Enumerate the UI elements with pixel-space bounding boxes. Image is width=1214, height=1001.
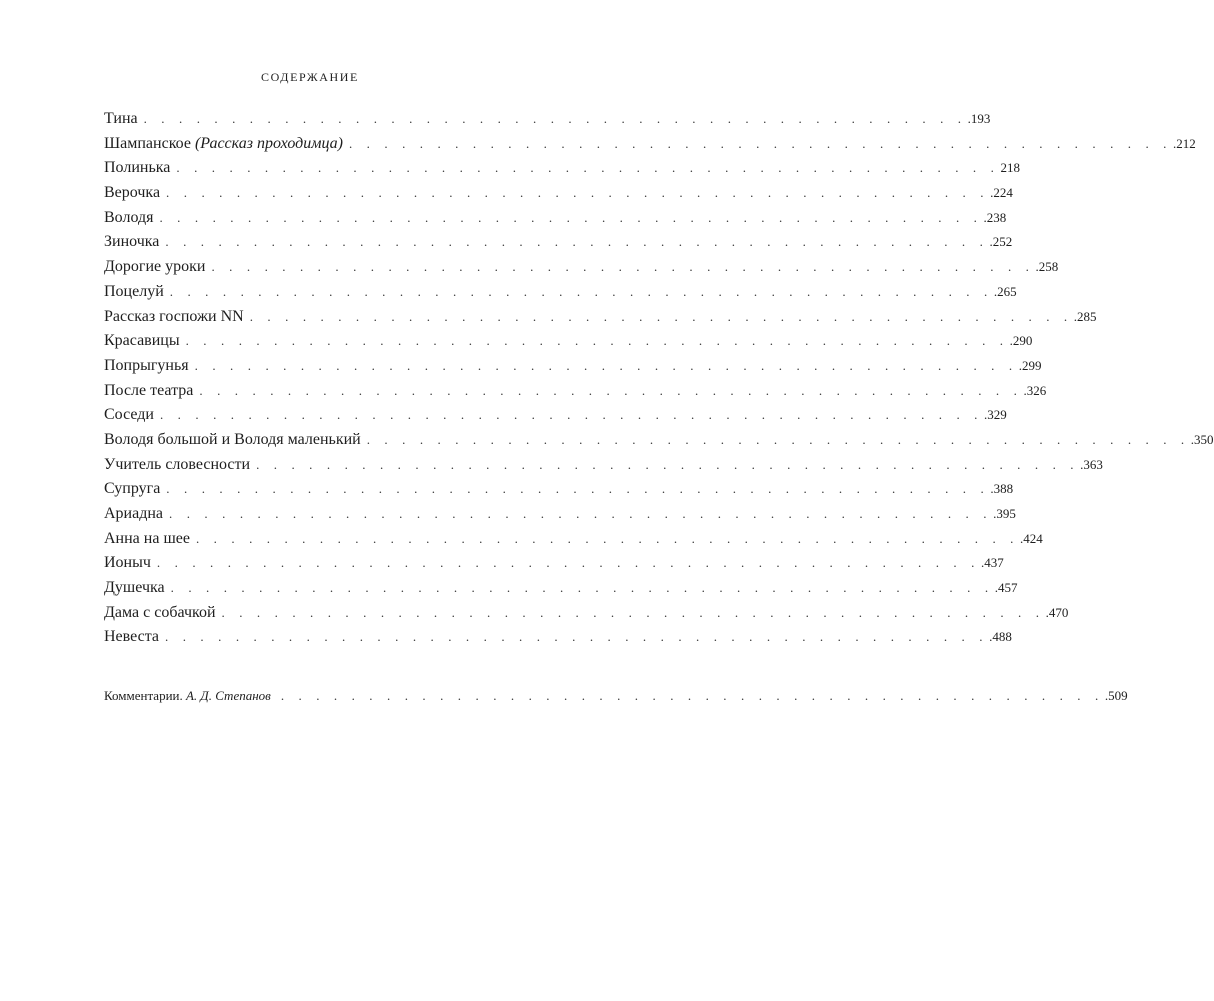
toc-entry	[104, 477, 1014, 502]
page-title: СОДЕРЖАНИЕ	[261, 70, 359, 84]
toc-entry	[104, 527, 1043, 552]
toc-entry	[104, 181, 1013, 206]
entry-subtitle: (Рассказ проходимца)	[194, 134, 343, 152]
entry-title: Шампанское (Рассказ проходимца)	[104, 134, 343, 152]
entry-title: Красавицы	[104, 332, 180, 350]
dot-leader: . . . . . . . . . . . . . . . . . . . . . . . . . . . . . . . . . . . . . . . . . . . . . . .	[194, 357, 1018, 373]
entry-title: Супруга	[104, 480, 161, 498]
toc-entry	[104, 576, 1018, 601]
entry-title: Дама с собачкой	[104, 603, 216, 621]
entry-page: .238	[983, 209, 1007, 225]
commentary-title: Комментарии. А. Д. Степанов	[104, 688, 271, 703]
entry-title: Тина	[104, 110, 138, 127]
dot-leader: . . . . . . . . . . . . . . . . . . . . . . . . . . . . . . . . . . . . . . . . . . . . . . .	[170, 580, 994, 596]
dot-leader: . . . . . . . . . . . . . . . . . . . . . . . . . . . . . . . . . . . . . . . . . . . . . . .	[366, 431, 1190, 447]
entry-title: Учитель словесности	[104, 455, 251, 473]
entry-page: .488	[989, 629, 1012, 645]
entry-title: Ариадна	[104, 505, 164, 522]
entry-title: Невеста	[104, 628, 160, 646]
entry-page: .265	[993, 283, 1017, 299]
toc-entry	[104, 601, 1069, 626]
dot-leader: . . . . . . . . . . . . . . . . . . . . . . . . . . . . . . . . . . . . . . . . . . . . . . .	[165, 629, 989, 645]
entry-title: Ионыч	[104, 554, 151, 572]
dot-leader: . . . . . . . . . . . . . . . . . . . . . . . . . . . . . . . . . . . . . . . . . . . . . . .	[221, 604, 1045, 620]
dot-leader: . . . . . . . . . . . . . . . . . . . . . . . . . . . . . . . . . . . . . . . . . . . . . . .	[280, 688, 1104, 703]
entry-page: .252	[989, 234, 1013, 250]
toc-entry	[104, 403, 1007, 428]
dot-leader: . . . . . . . . . . . . . . . . . . . . . . . . . . . . . . . . . . . . . . . . . . . . . . .	[348, 135, 1173, 151]
toc-entry	[104, 379, 1047, 404]
entry-title: Верочка	[104, 184, 161, 202]
toc-entry	[104, 132, 1196, 157]
entry-title: Зиночка	[104, 233, 160, 251]
entry-page: 218	[1000, 160, 1020, 176]
dot-leader: . . . . . . . . . . . . . . . . . . . . . . . . . . . . . . . . . . . . . . . . . . . . . . .	[165, 234, 989, 250]
toc-entry	[104, 230, 1013, 255]
table-of-contents	[104, 107, 1214, 650]
dot-leader: . . . . . . . . . . . . . . . . . . . . . . . . . . . . . . . . . . . . . . . . . . . . . . .	[256, 456, 1080, 472]
entry-title: Анна на шее	[104, 529, 190, 547]
toc-entry	[104, 502, 1016, 527]
dot-leader: . . . . . . . . . . . . . . . . . . . . . . . . . . . . . . . . . . . . . . . . . . . . . . .	[166, 481, 990, 497]
entry-page: .299	[1018, 357, 1042, 373]
dot-leader: . . . . . . . . . . . . . . . . . . . . . . . . . . . . . . . . . . . . . . . . . . . . . . .	[211, 259, 1035, 275]
entry-title: Дорогие уроки	[104, 258, 206, 276]
entry-title: Полинька	[104, 159, 171, 177]
toc-entry	[104, 329, 1033, 354]
dot-leader: . . . . . . . . . . . . . . . . . . . . . . . . . . . . . . . . . . . . . . . . . . . . . . .	[169, 506, 993, 521]
dot-leader: . . . . . . . . . . . . . . . . . . . . . . . . . . . . . . . . . . . . . . . . . . . . . . .	[169, 283, 993, 299]
entry-page: .326	[1023, 382, 1047, 398]
entry-title: После театра	[104, 381, 194, 399]
commentary-page: .509	[1104, 688, 1128, 703]
dot-leader: . . . . . . . . . . . . . . . . . . . . . . . . . . . . . . . . . . . . . . . . . . . . . . .	[166, 185, 990, 201]
toc-entry	[104, 551, 1004, 576]
entry-title: Поцелуй	[104, 282, 164, 300]
dot-leader: . . . . . . . . . . . . . . . . . . . . . . . . . . . . . . . . . . . . . . . . . . . . . . .	[156, 555, 980, 571]
dot-leader: . . . . . . . . . . . . . . . . . . . . . . . . . . . . . . . . . . . . . . . . . . . . . . .	[176, 160, 1000, 176]
commentary-author: А. Д. Степанов	[185, 688, 271, 703]
toc-entry	[104, 305, 1097, 330]
entry-page: .424	[1020, 530, 1043, 546]
entry-page: .457	[994, 580, 1018, 596]
toc-entry	[104, 428, 1214, 453]
dot-leader: . . . . . . . . . . . . . . . . . . . . . . . . . . . . . . . . . . . . . . . . . . . . . . .	[195, 530, 1020, 546]
entry-page: .395	[993, 506, 1016, 521]
entry-page: .350	[1190, 431, 1214, 447]
dot-leader: . . . . . . . . . . . . . . . . . . . . . . . . . . . . . . . . . . . . . . . . . . . . . . .	[143, 111, 967, 126]
dot-leader: . . . . . . . . . . . . . . . . . . . . . . . . . . . . . . . . . . . . . . . . . . . . . . .	[159, 407, 984, 423]
entry-page: .363	[1080, 456, 1103, 472]
entry-page: .258	[1035, 259, 1059, 275]
toc-entry	[104, 280, 1017, 305]
entry-title: Душечка	[104, 579, 165, 597]
entry-title: Попрыгунья	[104, 356, 189, 374]
toc-entry	[104, 156, 1020, 181]
entry-page: .388	[990, 481, 1014, 497]
entry-title: Володя большой и Володя маленький	[104, 430, 361, 448]
entry-title: Соседи	[104, 406, 154, 424]
entry-page: .470	[1045, 604, 1069, 620]
toc-entry	[104, 206, 1007, 231]
entry-title: Володя	[104, 208, 154, 226]
dot-leader: . . . . . . . . . . . . . . . . . . . . . . . . . . . . . . . . . . . . . . . . . . . . . . .	[185, 333, 1009, 349]
dot-leader: . . . . . . . . . . . . . . . . . . . . . . . . . . . . . . . . . . . . . . . . . . . . . . .	[159, 209, 983, 225]
toc-entry	[104, 255, 1059, 280]
entry-page: .329	[984, 407, 1007, 423]
entry-page: .290	[1009, 333, 1033, 349]
toc-entry	[104, 453, 1103, 478]
entry-page: .224	[990, 185, 1013, 201]
toc-entry-commentary	[104, 686, 1128, 706]
dot-leader: . . . . . . . . . . . . . . . . . . . . . . . . . . . . . . . . . . . . . . . . . . . . . . .	[249, 308, 1073, 324]
entry-page: .285	[1073, 308, 1097, 324]
dot-leader: . . . . . . . . . . . . . . . . . . . . . . . . . . . . . . . . . . . . . . . . . . . . . . .	[199, 382, 1023, 398]
entry-title: Рассказ госпожи NN	[104, 307, 244, 325]
entry-page: .437	[980, 555, 1004, 571]
entry-page: .212	[1173, 135, 1196, 151]
toc-entry	[104, 354, 1042, 379]
toc-entry	[104, 625, 1012, 650]
toc-entry	[104, 107, 991, 132]
entry-page: .193	[967, 111, 991, 126]
